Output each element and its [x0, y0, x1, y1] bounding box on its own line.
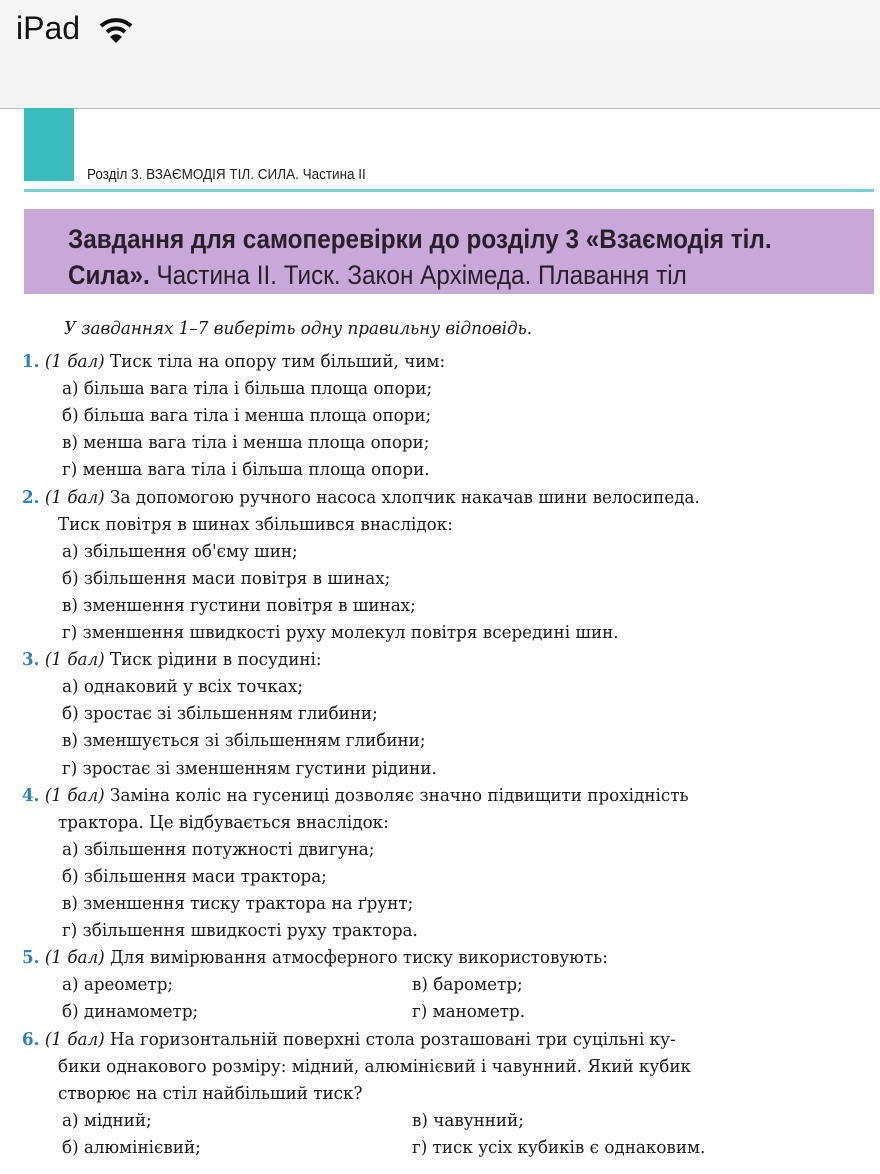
question-number: 2.	[22, 486, 40, 508]
answer-option: г) зростає зі зменшенням густини рідини.	[62, 757, 437, 779]
answer-option: б) більша вага тіла і менша площа опори;	[62, 405, 432, 427]
question-text: створює на стіл найбільший тиск?	[58, 1082, 363, 1104]
section-title: Завдання для самоперевірки до розділу 3 «Взаємодія тіл. Сила». Частина ІІ. Тиск. Закон Архімеда. Плавання тіл	[68, 224, 772, 290]
answer-option: б) алюмінієвий;	[62, 1136, 201, 1158]
answer-option: а) збільшення потужності двигуна;	[62, 838, 375, 860]
answer-option: в) зменшення тиску трактора на ґрунт;	[62, 893, 414, 914]
device-label: iPad	[16, 10, 81, 46]
answer-option: б) зростає зі збільшенням глибини;	[62, 703, 378, 725]
question-points: (1 бал)	[44, 947, 105, 969]
question	[22, 649, 322, 670]
instructions: У завданнях 1–7 виберіть одну правильну відповідь.	[64, 318, 533, 339]
answer-option: г) збільшення швидкості руху трактора.	[62, 920, 418, 942]
answer-option: г) менша вага тіла і більша площа опори.	[62, 459, 430, 481]
answer-option: в) зменшення густини повітря в шинах;	[62, 594, 416, 616]
answer-option: г) манометр.	[412, 1001, 526, 1023]
question-text: За допомогою ручного насоса хлопчик накачав шини велосипеда.	[110, 486, 700, 508]
running-header: Розділ 3. ВЗАЄМОДІЯ ТІЛ. СИЛА. Частина ІІ	[87, 166, 366, 183]
question-points: (1 бал)	[44, 486, 105, 508]
question-points: (1 бал)	[44, 1028, 105, 1050]
question-text: бики однакового розміру: мідний, алюмінієвий і чавунний. Який кубик	[58, 1055, 691, 1077]
question	[22, 1029, 676, 1050]
answer-option: в) менша вага тіла і менша площа опори;	[62, 432, 430, 454]
answer-option: а) мідний;	[62, 1109, 152, 1131]
question-number: 5.	[22, 947, 40, 969]
wifi-icon	[98, 16, 134, 46]
question-number: 4.	[22, 784, 40, 806]
answer-option: а) однаковий у всіх точках;	[62, 676, 303, 698]
answer-option: б) динамометр;	[62, 1001, 199, 1023]
question-points: (1 бал)	[44, 784, 105, 806]
section-banner	[24, 209, 874, 294]
question	[22, 351, 445, 372]
answer-option: г) зменшення швидкості руху молекул повітря всередині шин.	[62, 622, 619, 643]
question	[22, 785, 689, 806]
question-text: трактора. Це відбувається внаслідок:	[58, 811, 389, 833]
answer-option: в) зменшується зі збільшенням глибини;	[62, 730, 426, 752]
answer-option: б) збільшення маси трактора;	[62, 865, 327, 887]
question-text: Тиск повітря в шинах збільшився внаслідок:	[58, 513, 453, 535]
answer-option: а) збільшення об'єму шин;	[62, 540, 298, 562]
question-points: (1 бал)	[44, 351, 105, 372]
header-divider	[24, 189, 874, 192]
question-number: 6.	[22, 1028, 40, 1050]
answer-option: б) збільшення маси повітря в шинах;	[62, 567, 391, 589]
answer-option: а) більша вага тіла і більша площа опори;	[62, 378, 433, 400]
question	[22, 947, 608, 968]
status-bar	[0, 0, 880, 109]
answer-option: в) чавунний;	[412, 1109, 524, 1131]
question-text: Заміна коліс на гусениці дозволяє значно підвищити прохідність	[110, 784, 689, 806]
question-number: 1.	[22, 351, 40, 372]
question-text: Тиск тіла на опору тим більший, чим:	[110, 351, 446, 372]
answer-option: а) ареометр;	[62, 974, 174, 996]
question-points: (1 бал)	[44, 649, 105, 671]
question	[22, 487, 700, 508]
question-number: 3.	[22, 649, 40, 671]
answer-option: в) барометр;	[412, 974, 523, 996]
question-text: На горизонтальній поверхні стола розташовані три суцільні ку-	[110, 1028, 676, 1050]
answer-option: г) тиск усіх кубиків є однаковим.	[412, 1136, 706, 1158]
chapter-marker	[24, 108, 74, 181]
question-text: Для вимірювання атмосферного тиску використовують:	[110, 947, 608, 969]
question-text: Тиск рідини в посудині:	[110, 649, 322, 671]
